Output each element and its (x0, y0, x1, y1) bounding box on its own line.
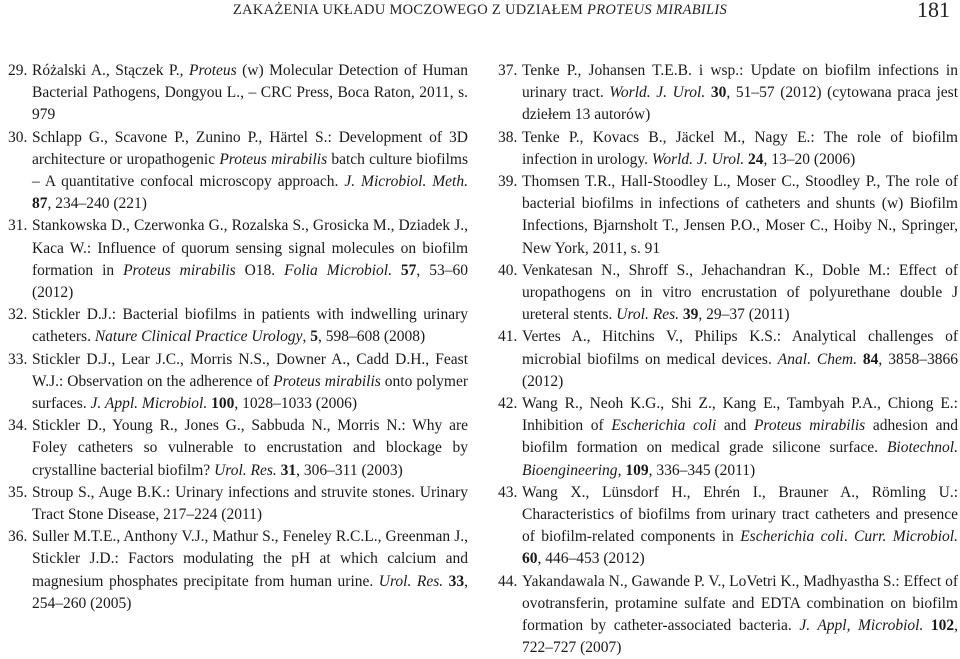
text-segment: Schlapp G., Scavone P., Zunino P., Härtel S.: Development of 3D architecture or uropathogenic (32, 128, 468, 168)
text-segment: , 1028–1033 (2006) (234, 395, 358, 413)
reference-entry (8, 526, 468, 615)
text-segment (392, 262, 401, 279)
reference-text (522, 395, 958, 479)
bold-segment: 102 (930, 617, 955, 635)
reference-text (32, 351, 468, 412)
text-segment: , 51–57 (2012) (cytowana praca jest dziełem 13 autorów) (522, 84, 959, 124)
italic-segment: Nature Clinical Practice Urology (94, 328, 303, 346)
text-segment: , 254–260 (2005) (32, 572, 468, 612)
bold-segment: 24 (748, 150, 764, 168)
italic-segment: Curr. Microbiol. (854, 528, 958, 546)
reference-text (32, 217, 468, 301)
reference-text (32, 129, 468, 213)
bold-segment: 39 (682, 306, 699, 324)
reference-number: 35. (8, 483, 28, 501)
italic-segment: Proteus mirabilis (219, 150, 328, 168)
reference-entry (498, 171, 958, 260)
bold-segment: 100 (211, 395, 235, 413)
text-segment: Tenke P., Johansen T.E.B. i wsp.: Update on biofilm infections in urinary tract. (522, 62, 958, 102)
text-segment: batch culture biofilms – A quantitative confocal microscopy approach. (32, 150, 468, 191)
reference-number: 34. (8, 417, 28, 435)
reference-number: 37. (498, 62, 518, 79)
reference-entry (8, 349, 468, 416)
text-segment: Wang X., Lünsdorf H., Ehrén I., Brauner A., Römling U.: Characteristics of biofilms from urinary tract catheters and presence of biofilm-related components in (522, 483, 958, 546)
running-title: ZAKAŻENIA UKŁADU MOCZOWEGO Z UDZIAŁEM PROTEUS MIRABILIS (232, 2, 728, 18)
text-segment: Vertes A., Hitchins V., Philips K.S.: Analytical challenges of microbial biofilms on medical devices. (522, 328, 958, 368)
text-segment: Yakandawala N., Gawande P. V., LoVetri K., Madhyastha S.: Effect of ovotransferin, protamine sulfate and EDTA combination on biofilm formation by catheter-associated bacteria. (522, 572, 958, 635)
italic-segment: World. J. Urol. (651, 150, 745, 168)
bold-segment: 30 (710, 84, 727, 102)
reference-number: 39. (498, 173, 518, 191)
bold-segment: 57 (400, 261, 417, 279)
text-segment: and (716, 417, 754, 435)
reference-number: 29. (8, 62, 28, 79)
reference-entry (498, 60, 958, 127)
text-segment: , 446–453 (2012) (537, 550, 645, 568)
reference-number: 42. (498, 395, 518, 413)
italic-segment: Proteus mirabilis (123, 261, 236, 279)
italic-segment: Folia Microbiol. (284, 261, 392, 279)
text-segment: Stickler D.J., Lear J.C., Morris N.S., Downer A., Cadd D.H., Feast W.J.: Observation on the adherence of (32, 350, 468, 390)
bold-segment: 5 (310, 328, 318, 346)
page-number: 181 (917, 0, 950, 22)
text-segment: onto polymer surfaces. (32, 372, 468, 413)
italic-segment: J. Appl. Microbiol. (90, 395, 208, 413)
reference-text (32, 528, 468, 612)
reference-text (522, 573, 958, 657)
text-segment: Stickler D.J.: Bacterial biofilms in patients with indwelling urinary catheters. (32, 306, 468, 346)
reference-number: 40. (498, 261, 518, 279)
reference-number: 38. (498, 128, 518, 146)
reference-text (32, 306, 468, 345)
reference-entry (8, 482, 468, 526)
italic-segment: J. Microbiol. Meth. (344, 173, 468, 191)
reference-text (32, 417, 468, 478)
bold-segment: 60 (522, 550, 538, 568)
reference-number: 32. (8, 306, 28, 324)
reference-text (522, 262, 958, 323)
italic-segment: Escherichia coli (611, 417, 717, 435)
text-segment: , 234–240 (221) (47, 195, 147, 213)
references-left-column (8, 60, 468, 615)
reference-entry (498, 326, 958, 393)
reference-text (522, 484, 958, 568)
reference-entry (498, 482, 958, 571)
reference-entry (498, 571, 958, 659)
text-segment: (w) Molecular Detection of Human Bacterial Pathogens, Dongyou L., – CRC Press, Boca Raton, 2011, s. 979 (32, 62, 468, 124)
text-segment: O18. (235, 261, 285, 279)
italic-segment: Escherichia coli (740, 528, 844, 546)
text-segment: Venkatesan N., Shroff S., Jehachandran K., Doble M.: Effect of uropathogens on in vitro encrustation of polyurethane double J ureteral stents. (522, 261, 958, 324)
bold-segment: 109 (625, 461, 649, 479)
text-segment: , (617, 461, 626, 479)
reference-number: 30. (8, 128, 28, 146)
reference-text (522, 129, 958, 168)
italic-segment: Proteus mirabilis (273, 372, 381, 390)
italic-segment: Urol. Res. (214, 461, 277, 479)
italic-segment: Proteus mirabilis (753, 417, 866, 435)
running-title-species: PROTEUS MIRABILIS (587, 2, 728, 18)
text-segment: , 53–60 (2012) (32, 261, 468, 302)
reference-text (32, 62, 468, 123)
text-segment: , 306–311 (2003) (296, 461, 403, 479)
text-segment: , 29–37 (2011) (698, 306, 790, 324)
bold-segment: 31 (280, 461, 297, 479)
reference-entry (8, 60, 468, 127)
reference-number: 33. (8, 350, 28, 368)
text-segment: Stroup S., Auge B.K.: Urinary infections and struvite stones. Urinary Tract Stone Disease, 217–224 (2011) (32, 483, 468, 524)
text-segment: Suller M.T.E., Anthony V.J., Mathur S., Feneley R.C.L., Greenman J., Stickler J.D.: Factors modulating the pH at which calcium and magnesium phosphates precipitate from human urine. (32, 528, 468, 590)
text-segment: , 13–20 (2006) (763, 150, 856, 168)
text-segment: , (302, 328, 311, 346)
italic-segment: Urol. Res. (378, 572, 444, 590)
text-segment: Stickler D., Young R., Jones G., Sabbuda N., Morris N.: Why are Foley catheters so vulnerable to encrustation and blockage by crystalline bacterial biofilm? (32, 417, 468, 479)
italic-segment: Urol. Res. (616, 306, 679, 324)
text-segment (923, 617, 931, 634)
text-segment: Różalski A., Stączek P., (32, 62, 190, 79)
reference-text (522, 173, 958, 257)
reference-entry (8, 304, 468, 348)
italic-segment: World. J. Urol. (609, 84, 706, 102)
reference-number: 44. (498, 572, 518, 590)
reference-entry (8, 415, 468, 482)
reference-text (522, 62, 958, 123)
italic-segment: Proteus (189, 62, 237, 79)
text-segment: , 722–727 (2007) (522, 617, 958, 657)
reference-entry (498, 393, 958, 482)
text-segment: Tenke P., Kovacs B., Jäckel M., Nagy E.: The role of biofilm infection in urology. (522, 128, 958, 168)
italic-segment: Anal. Chem. (777, 350, 857, 368)
reference-text (32, 484, 468, 523)
reference-number: 36. (8, 528, 28, 546)
bold-segment: 87 (32, 195, 48, 213)
reference-text (522, 328, 958, 389)
text-segment: , 336–345 (2011) (648, 461, 756, 479)
italic-segment: Biotechnol. Bioengineering (522, 439, 958, 479)
italic-segment: J. Appl, Microbiol. (799, 617, 924, 635)
reference-entry (8, 215, 468, 304)
text-segment: Wang R., Neoh K.G., Shi Z., Kang E., Tambyah P.A., Chiong E.: Inhibition of (522, 395, 958, 435)
text-segment: , 3858–3866 (2012) (522, 350, 959, 390)
text-segment: Thomsen T.R., Hall-Stoodley L., Moser C., Stoodley P., The role of bacterial biofilms in infections of catheters and shunts (w) Biofilm Infections, Bjarnsholt T., Jensen P.O., Moser C., Hoiby N., Springer, New York, 2011, s. 91 (522, 173, 958, 257)
text-segment: , 598–608 (2008) (317, 328, 426, 346)
reference-entry (498, 127, 958, 171)
text-segment: adhesion and biofilm formation on medical grade silicone surface. (522, 417, 958, 457)
reference-number: 31. (8, 217, 28, 235)
bold-segment: 33 (448, 572, 465, 590)
reference-number: 43. (498, 483, 518, 501)
reference-entry (8, 127, 468, 216)
text-segment: . (843, 528, 855, 546)
text-segment: Stankowska D., Czerwonka G., Rozalska S., Grosicka M., Dziadek J., Kaca W.: Influence of quorum sensing signal molecules on biofilm formation in (32, 217, 468, 279)
bold-segment: 84 (862, 350, 879, 368)
reference-entry (498, 260, 958, 327)
page-header (0, 0, 960, 36)
reference-number: 41. (498, 328, 518, 346)
references-right-column (498, 60, 958, 659)
